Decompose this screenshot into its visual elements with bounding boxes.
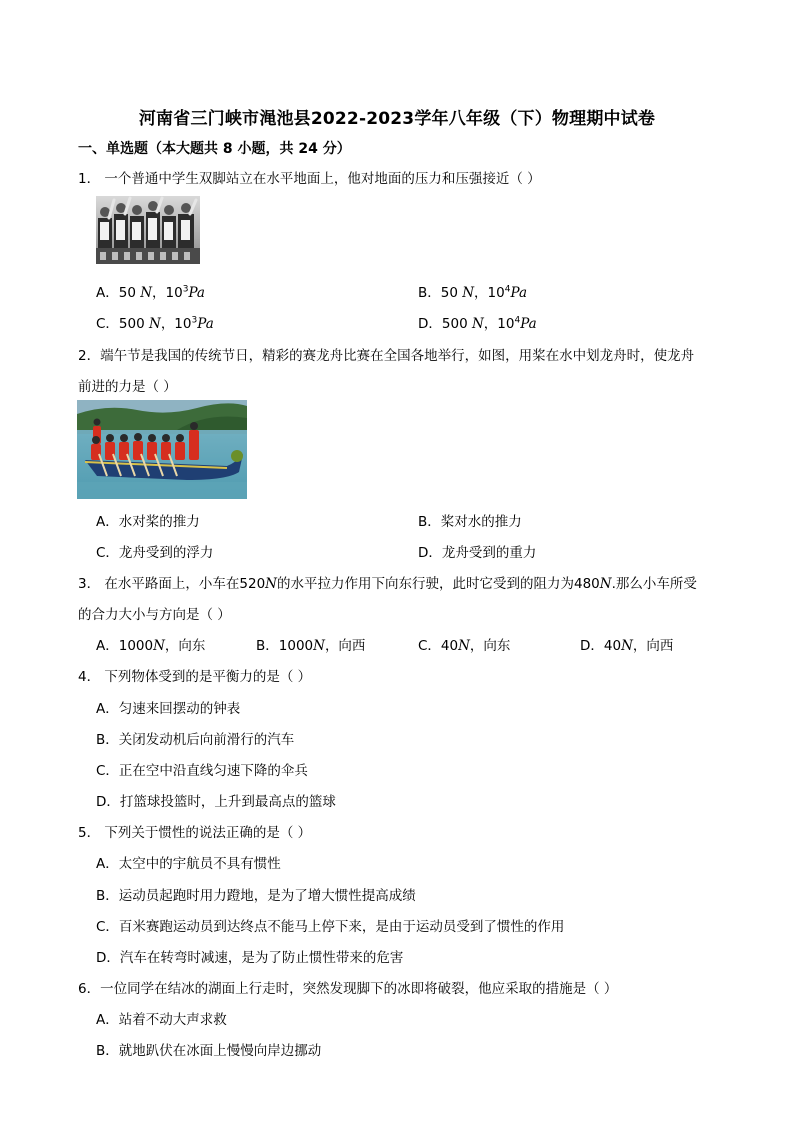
q3-option-b[interactable]: B．1000N，向西 xyxy=(256,638,366,654)
q4-option-d[interactable]: D．打篮球投篮时，上升到最高点的篮球 xyxy=(96,794,336,810)
q2-option-b[interactable]: B．桨对水的推力 xyxy=(418,514,522,530)
q4-option-c[interactable]: C．正在空中沿直线匀速下降的伞兵 xyxy=(96,763,308,779)
dragon-boat-photo xyxy=(77,400,247,499)
question-4-stem: 4． 下列物体受到的是平衡力的是（ ） xyxy=(78,669,312,685)
question-2-stem-line2: 前进的力是（ ） xyxy=(78,379,177,395)
q6-option-b[interactable]: B．就地趴伏在冰面上慢慢向岸边挪动 xyxy=(96,1043,322,1059)
q3-option-d[interactable]: D．40N，向西 xyxy=(580,638,674,654)
question-2-stem-line1: 2．端午节是我国的传统节日，精彩的赛龙舟比赛在全国各地举行，如图，用桨在水中划龙舟时，使龙舟 xyxy=(78,348,695,364)
q3-option-a[interactable]: A．1000N，向东 xyxy=(96,638,206,654)
q2-option-a[interactable]: A．水对桨的推力 xyxy=(96,514,200,530)
students-photo xyxy=(96,196,200,264)
q5-option-c[interactable]: C．百米赛跑运动员到达终点不能马上停下来，是由于运动员受到了惯性的作用 xyxy=(96,919,565,935)
q1-option-c[interactable]: C．500 N，$10^3Pa$ xyxy=(96,315,214,332)
q5-option-d[interactable]: D．汽车在转弯时减速，是为了防止惯性带来的危害 xyxy=(96,950,404,966)
q5-option-b[interactable]: B．运动员起跑时用力蹬地，是为了增大惯性提高成绩 xyxy=(96,888,416,904)
question-3-stem-line1: 3． 在水平路面上，小车在520N的水平拉力作用下向东行驶，此时它受到的阻力为480N.那么小车所受 xyxy=(78,576,697,592)
q2-option-d[interactable]: D．龙舟受到的重力 xyxy=(418,545,537,561)
q2-option-c[interactable]: C．龙舟受到的浮力 xyxy=(96,545,214,561)
exam-title: 河南省三门峡市渑池县2022-2023学年八年级（下）物理期中试卷 xyxy=(138,109,656,129)
section-heading: 一、单选题（本大题共 8 小题，共 24 分） xyxy=(78,141,351,157)
question-6-stem: 6．一位同学在结冰的湖面上行走时，突然发现脚下的冰即将破裂，他应采取的措施是（ ） xyxy=(78,981,618,997)
question-3-stem-line2: 的合力大小与方向是（ ） xyxy=(78,607,231,623)
q3-option-c[interactable]: C．40N，向东 xyxy=(418,638,511,654)
q1-option-b[interactable]: B．50 N，$10^4Pa$ xyxy=(418,284,527,301)
q1-option-d[interactable]: D．500 N，$10^4Pa$ xyxy=(418,315,537,332)
q4-option-a[interactable]: A．匀速来回摆动的钟表 xyxy=(96,701,241,717)
q4-option-b[interactable]: B．关闭发动机后向前滑行的汽车 xyxy=(96,732,295,748)
q5-option-a[interactable]: A．太空中的宇航员不具有惯性 xyxy=(96,856,281,872)
question-5-stem: 5． 下列关于惯性的说法正确的是（ ） xyxy=(78,825,312,841)
question-1-stem: 1． 一个普通中学生双脚站立在水平地面上，他对地面的压力和压强接近（ ） xyxy=(78,171,541,187)
q1-option-a[interactable]: A．50 N，$10^3Pa$ xyxy=(96,284,205,301)
q6-option-a[interactable]: A．站着不动大声求救 xyxy=(96,1012,227,1028)
